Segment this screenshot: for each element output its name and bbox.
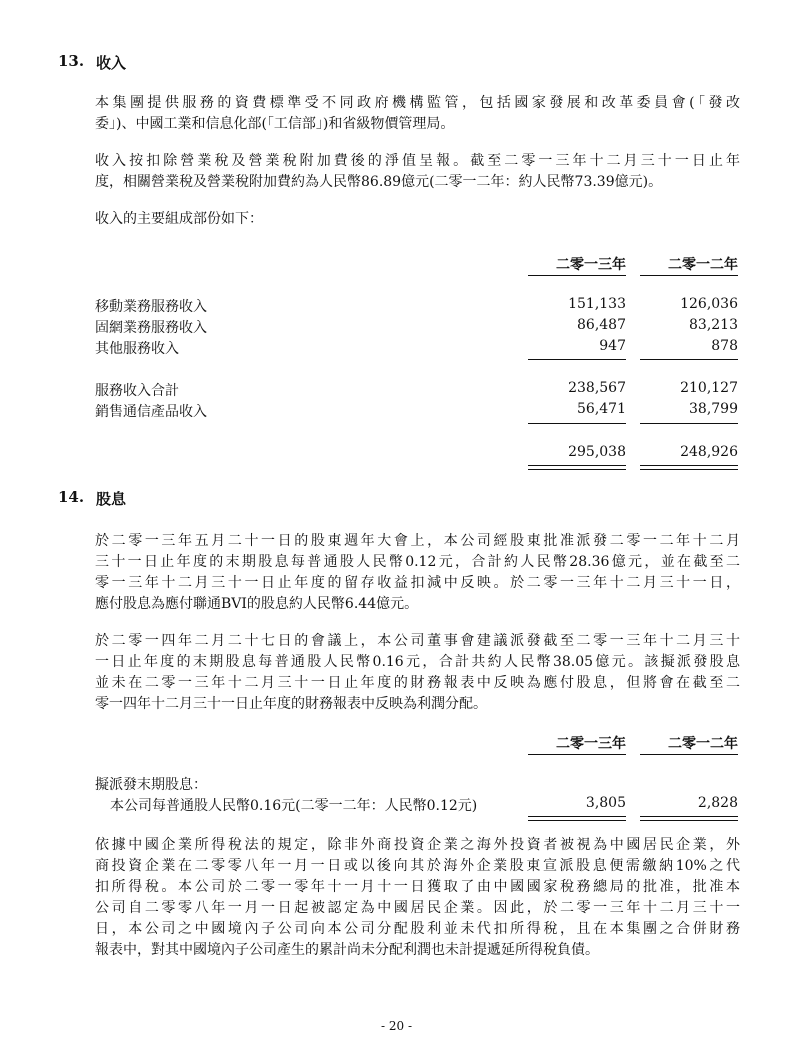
text-line: 扣所得稅。本公司於二零一零年十一月十一日獲取了由中國國家稅務總局的批准，批准本 xyxy=(95,879,740,895)
total-top-rule-2012 xyxy=(640,423,738,424)
revenue-row-2013: 56,471 xyxy=(577,401,626,417)
revenue-row-label: 其他服務收入 xyxy=(95,341,179,357)
revenue-row-2012: 210,127 xyxy=(680,380,738,396)
section-14-title: 股息 xyxy=(96,490,127,508)
revenue-row-2013: 86,487 xyxy=(577,317,626,333)
revenue-header-rule-2013 xyxy=(528,275,626,276)
revenue-row-label: 固網業務服務收入 xyxy=(95,320,207,336)
dividend-row-2013: 3,805 xyxy=(585,795,626,811)
text-line: 依據中國企業所得稅法的規定，除非外商投資企業之海外投資者被視為中國居民企業，外 xyxy=(95,837,740,853)
text-line: 委」)、中國工業和信息化部(「工信部」)和省級物價管理局。 xyxy=(95,116,455,132)
text-line: 並未在二零一三年十二月三十一日止年度的財務報表中反映為應付股息，但將會在截至二 xyxy=(95,675,740,691)
revenue-total-2012: 248,926 xyxy=(680,444,738,460)
revenue-row-label: 移動業務服務收入 xyxy=(95,299,207,315)
text-line: 本集團提供服務的資費標準受不同政府機構監管，包括國家發展和改革委員會(「發改 xyxy=(95,95,740,111)
revenue-row-2012: 126,036 xyxy=(680,296,738,312)
revenue-row-2013: 151,133 xyxy=(568,296,626,312)
text-line: 於二零一三年五月二十一日的股東週年大會上，本公司經股東批准派發二零一二年十二月 xyxy=(95,533,740,549)
total-top-rule-2013 xyxy=(528,423,626,424)
text-line: 於二零一四年二月二十七日的會議上，本公司董事會建議派發截至二零一三年十二月三十 xyxy=(95,633,740,649)
revenue-row-2013: 238,567 xyxy=(568,380,626,396)
text-line: 應付股息為應付聯通BVI的股息約人民幣6.44億元。 xyxy=(95,596,419,612)
dividend-double-rule-2012 xyxy=(640,816,738,821)
text-line: 零一三年十二月三十一日止年度的留存收益扣減中反映。於二零一三年十二月三十一日， xyxy=(95,575,740,591)
section-14-paragraph-1 xyxy=(95,531,740,615)
subtotal-rule-2012 xyxy=(640,359,738,360)
dividend-heading: 擬派發末期股息： xyxy=(95,777,207,793)
total-double-rule-2013 xyxy=(528,465,626,470)
subtotal-rule-2013 xyxy=(528,359,626,360)
dividend-header-2013: 二零一三年 xyxy=(556,736,626,752)
revenue-row-2012: 38,799 xyxy=(689,401,738,417)
revenue-row-2012: 83,213 xyxy=(689,317,738,333)
dividend-double-rule-2013 xyxy=(528,816,626,821)
text-line: 報表中，對其中國境內子公司產生的累計尚未分配利潤也未計提遞延所得稅負債。 xyxy=(95,942,599,958)
section-13-title: 收入 xyxy=(96,54,127,72)
section-13-paragraph-3 xyxy=(95,209,740,230)
section-14-number: 14. xyxy=(58,488,85,506)
section-13-paragraph-2 xyxy=(95,151,740,193)
text-line: 公司自二零零八年一月一日起被認定為中國居民企業。因此，於二零一三年十二月三十一 xyxy=(95,900,740,916)
text-line: 零一四年十二月三十一日止年度的財務報表中反映為利潤分配。 xyxy=(95,696,487,712)
revenue-row-label: 服務收入合計 xyxy=(95,383,179,399)
text-line: 商投資企業在二零零八年一月一日或以後向其於海外企業股東宣派股息便需繳納10%之代 xyxy=(95,858,740,874)
text-line: 三十一日止年度的末期股息每普通股人民幣0.12元，合計約人民幣28.36億元，並在截至二 xyxy=(95,554,740,570)
dividend-header-rule-2012 xyxy=(640,754,738,755)
revenue-header-rule-2012 xyxy=(640,275,738,276)
text-line: 日，本公司之中國境內子公司向本公司分配股利並未代扣所得稅，且在本集團之合併財務 xyxy=(95,921,740,937)
revenue-row-2013: 947 xyxy=(599,338,626,354)
dividend-row-label: 本公司每普通股人民幣0.16元(二零一二年：人民幣0.12元) xyxy=(110,798,478,814)
page-number: - 20 - xyxy=(380,1019,412,1033)
revenue-header-2012: 二零一二年 xyxy=(668,257,738,273)
section-13-paragraph-1 xyxy=(95,93,740,135)
total-double-rule-2012 xyxy=(640,465,738,470)
revenue-header-2013: 二零一三年 xyxy=(556,257,626,273)
dividend-row-2012: 2,828 xyxy=(697,795,738,811)
text-line: 一日止年度的末期股息每普通股人民幣0.16元，合計共約人民幣38.05億元。該擬派發股息 xyxy=(95,654,740,670)
text-line: 度，相關營業稅及營業稅附加費約為人民幣86.89億元(二零一二年：約人民幣73.39億元)。 xyxy=(95,174,663,190)
section-14-paragraph-3 xyxy=(95,835,740,961)
section-13-number: 13. xyxy=(58,52,85,70)
dividend-header-rule-2013 xyxy=(528,754,626,755)
dividend-header-2012: 二零一二年 xyxy=(668,736,738,752)
revenue-row-label: 銷售通信產品收入 xyxy=(95,404,207,420)
text-line: 收入的主要組成部份如下： xyxy=(95,211,263,227)
text-line: 收入按扣除營業稅及營業稅附加費後的淨值呈報。截至二零一三年十二月三十一日止年 xyxy=(95,153,740,169)
revenue-row-2012: 878 xyxy=(711,338,738,354)
section-14-paragraph-2 xyxy=(95,631,740,715)
revenue-total-2013: 295,038 xyxy=(568,444,626,460)
